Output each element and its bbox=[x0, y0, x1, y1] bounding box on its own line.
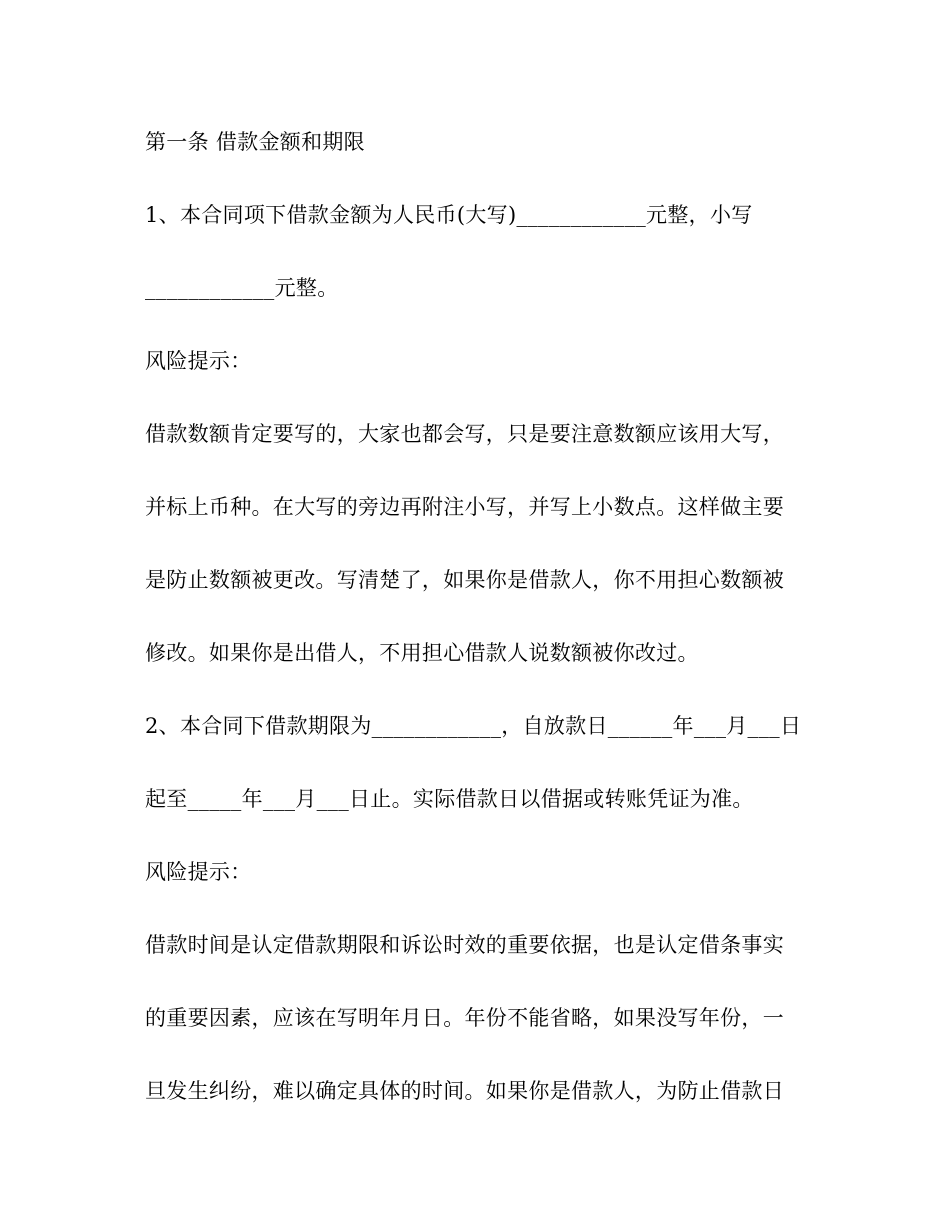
clause-1-line-2: ____________元整。 bbox=[145, 276, 339, 300]
risk-note-1-line-2: 并标上币种。在大写的旁边再附注小写，并写上小数点。这样做主要 bbox=[145, 495, 784, 519]
risk-note-2-line-1: 借款时间是认定借款期限和诉讼时效的重要依据，也是认定借条事实 bbox=[145, 933, 784, 957]
risk-note-1-line-1: 借款数额肯定要写的，大家也都会写，只是要注意数额应该用大写， bbox=[145, 422, 784, 446]
clause-1-line-1: 1、本合同项下借款金额为人民币(大写)____________元整，小写 bbox=[145, 203, 753, 227]
clause-2-line-2: 起至_____年___月___日止。实际借款日以借据或转账凭证为准。 bbox=[145, 787, 754, 811]
document-body bbox=[145, 122, 825, 1144]
risk-note-label-2: 风险提示： bbox=[145, 860, 252, 884]
risk-note-1-line-4: 修改。如果你是出借人，不用担心借款人说数额被你改过。 bbox=[145, 641, 699, 665]
clause-2-line-1: 2、本合同下借款期限为____________，自放款日______年___月___日 bbox=[145, 714, 802, 738]
section-heading: 第一条 借款金额和期限 bbox=[145, 130, 365, 154]
risk-note-label-1: 风险提示： bbox=[145, 349, 252, 373]
risk-note-1-line-3: 是防止数额被更改。写清楚了，如果你是借款人，你不用担心数额被 bbox=[145, 568, 784, 592]
risk-note-2-line-3: 旦发生纠纷，难以确定具体的时间。如果你是借款人，为防止借款日 bbox=[145, 1079, 784, 1103]
risk-note-2-line-2: 的重要因素，应该在写明年月日。年份不能省略，如果没写年份，一 bbox=[145, 1006, 784, 1030]
